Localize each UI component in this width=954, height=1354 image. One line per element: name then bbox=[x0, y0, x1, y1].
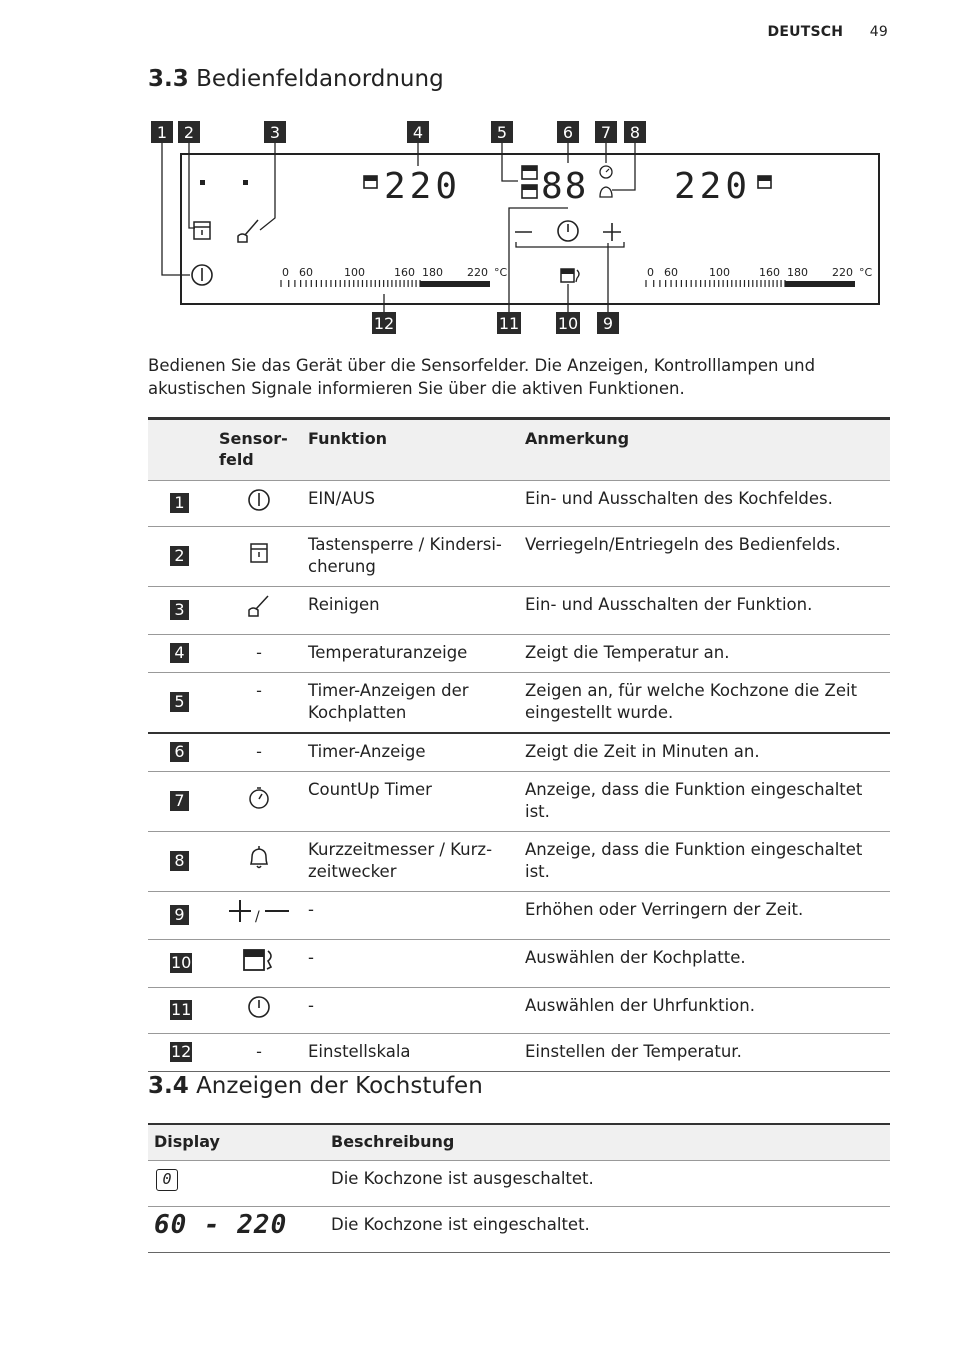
svg-text:0: 0 bbox=[282, 266, 289, 279]
row-number-badge: 5 bbox=[170, 692, 189, 712]
display-left-temp: 220 bbox=[384, 166, 462, 207]
table-row bbox=[148, 1161, 890, 1207]
svg-text:180: 180 bbox=[422, 266, 443, 279]
plus-minus-icon bbox=[227, 910, 291, 929]
row-number-cell bbox=[148, 772, 216, 832]
row-number-badge: 10 bbox=[171, 953, 192, 972]
callout-4 bbox=[407, 121, 429, 143]
function-cell: - bbox=[302, 988, 519, 1034]
display-cell bbox=[148, 1161, 325, 1207]
row-number-badge: 7 bbox=[170, 791, 189, 811]
sensor-cell bbox=[216, 635, 302, 673]
page-number: 49 bbox=[869, 24, 888, 40]
svg-text:1: 1 bbox=[156, 123, 168, 142]
sensor-function-table bbox=[148, 417, 890, 1072]
row-number-cell bbox=[148, 832, 216, 892]
display-right-temp: 220 bbox=[674, 166, 752, 207]
row-number-cell bbox=[148, 733, 216, 772]
clock-icon bbox=[247, 1004, 271, 1023]
section-heading: Bedienfeldanordnung bbox=[196, 66, 444, 92]
row-number-cell bbox=[148, 635, 216, 673]
row-number-badge: 8 bbox=[170, 851, 189, 871]
row-number-cell bbox=[148, 940, 216, 988]
row-number-badge: 6 bbox=[170, 742, 189, 762]
sensor-cell bbox=[216, 772, 302, 832]
header-display: Display bbox=[154, 1132, 220, 1151]
sensor-dash: - bbox=[256, 681, 262, 700]
function-cell: - bbox=[302, 892, 519, 940]
svg-text:/: / bbox=[255, 909, 260, 925]
row-number-cell bbox=[148, 673, 216, 734]
callout-1 bbox=[151, 121, 173, 143]
description-cell: Die Kochzone ist ausgeschaltet. bbox=[325, 1161, 890, 1207]
function-cell: CountUp Timer bbox=[302, 772, 519, 832]
note-cell: Ein- und Ausschalten der Funktion. bbox=[519, 587, 890, 635]
function-cell: EIN/AUS bbox=[302, 481, 519, 527]
function-cell: Timer-Anzeigen der Kochplatten bbox=[302, 673, 519, 734]
header-note: Anmerkung bbox=[525, 429, 630, 448]
power-icon bbox=[247, 497, 271, 516]
svg-text:160: 160 bbox=[759, 266, 780, 279]
section-number: 3.3 bbox=[148, 66, 189, 92]
lock-icon bbox=[248, 550, 270, 569]
table-row bbox=[148, 673, 890, 734]
sensor-cell bbox=[216, 527, 302, 587]
page-header bbox=[768, 24, 888, 40]
svg-text:5: 5 bbox=[496, 123, 508, 142]
row-number-badge: 2 bbox=[170, 546, 189, 566]
callout-9 bbox=[597, 312, 619, 334]
sensor-cell bbox=[216, 892, 302, 940]
display-off-icon: 0 bbox=[156, 1169, 178, 1191]
table-row bbox=[148, 527, 890, 587]
table-row bbox=[148, 772, 890, 832]
row-number-badge: 1 bbox=[170, 493, 189, 513]
table-row bbox=[148, 832, 890, 892]
description-cell: Die Kochzone ist eingeschaltet. bbox=[325, 1207, 890, 1253]
sensor-cell bbox=[216, 587, 302, 635]
brush-icon[interactable] bbox=[238, 220, 258, 242]
header-description: Beschreibung bbox=[331, 1132, 455, 1151]
table-row bbox=[148, 481, 890, 527]
table-row bbox=[148, 1034, 890, 1072]
row-number-badge: 4 bbox=[170, 643, 189, 663]
svg-text:180: 180 bbox=[787, 266, 808, 279]
callout-5 bbox=[491, 121, 513, 143]
row-number-badge: 11 bbox=[171, 1000, 192, 1019]
clock-icon[interactable] bbox=[558, 221, 578, 241]
svg-text:7: 7 bbox=[600, 123, 612, 142]
table-row bbox=[148, 988, 890, 1034]
power-icon[interactable] bbox=[192, 265, 212, 285]
note-cell: Auswählen der Kochplatte. bbox=[519, 940, 890, 988]
header-sensor: Sensor- feld bbox=[219, 429, 288, 469]
display-range-text: 60 - 220 bbox=[154, 1210, 288, 1240]
svg-text:°C: °C bbox=[494, 266, 508, 279]
section-number: 3.4 bbox=[148, 1073, 189, 1099]
note-cell: Verriegeln/Entriegeln des Bedienfelds. bbox=[519, 527, 890, 587]
svg-text:220: 220 bbox=[832, 266, 853, 279]
function-table-body bbox=[148, 481, 890, 1072]
svg-text:12: 12 bbox=[373, 314, 395, 333]
table-header-row bbox=[148, 1124, 890, 1161]
callout-7 bbox=[595, 121, 617, 143]
row-number-cell bbox=[148, 988, 216, 1034]
sensor-cell bbox=[216, 733, 302, 772]
table-header-row bbox=[148, 419, 890, 481]
display-table bbox=[148, 1123, 890, 1253]
row-number-cell bbox=[148, 1034, 216, 1072]
function-cell: Timer-Anzeige bbox=[302, 733, 519, 772]
note-cell: Erhöhen oder Verringern der Zeit. bbox=[519, 892, 890, 940]
svg-text:100: 100 bbox=[344, 266, 365, 279]
function-cell: Temperaturanzeige bbox=[302, 635, 519, 673]
callout-3 bbox=[264, 121, 286, 143]
svg-text:60: 60 bbox=[299, 266, 313, 279]
sensor-dash: - bbox=[256, 1042, 262, 1061]
countup-icon bbox=[247, 796, 271, 815]
sensor-cell bbox=[216, 481, 302, 527]
sensor-cell bbox=[216, 673, 302, 734]
svg-text:100: 100 bbox=[709, 266, 730, 279]
temperature-scale-right[interactable] bbox=[646, 266, 873, 287]
zone-select-icon bbox=[241, 958, 277, 977]
section-title-kochstufen bbox=[148, 1073, 483, 1099]
note-cell: Einstellen der Temperatur. bbox=[519, 1034, 890, 1072]
display-cell bbox=[148, 1207, 325, 1253]
callout-12 bbox=[372, 312, 396, 334]
svg-text:10: 10 bbox=[557, 314, 579, 333]
lock-icon[interactable] bbox=[194, 222, 210, 239]
note-cell: Anzeige, dass die Funktion eingeschaltet ist. bbox=[519, 832, 890, 892]
svg-text:4: 4 bbox=[412, 123, 424, 142]
table-row bbox=[148, 733, 890, 772]
note-cell: Anzeige, dass die Funktion eingeschaltet ist. bbox=[519, 772, 890, 832]
row-number-badge: 3 bbox=[170, 600, 189, 620]
note-cell: Auswählen der Uhrfunktion. bbox=[519, 988, 890, 1034]
row-number-badge: 9 bbox=[170, 905, 189, 925]
note-cell: Ein- und Ausschalten des Kochfeldes. bbox=[519, 481, 890, 527]
svg-text:8: 8 bbox=[629, 123, 641, 142]
table-row bbox=[148, 1207, 890, 1253]
function-cell: - bbox=[302, 940, 519, 988]
svg-text:60: 60 bbox=[664, 266, 678, 279]
note-cell: Zeigen an, für welche Kochzone die Zeit eingestellt wurde. bbox=[519, 673, 890, 734]
panel-frame bbox=[181, 154, 879, 304]
row-number-cell bbox=[148, 481, 216, 527]
sensor-dash: - bbox=[256, 742, 262, 761]
table-row bbox=[148, 587, 890, 635]
bell-icon bbox=[247, 856, 271, 875]
zone-select-icon[interactable] bbox=[561, 269, 579, 282]
language-label: DEUTSCH bbox=[767, 24, 844, 40]
display-timer: 88 bbox=[541, 166, 589, 207]
table-row bbox=[148, 892, 890, 940]
intro-paragraph: Bedienen Sie das Gerät über die Sensorfelder. Die Anzeigen, Kontrolllampen und akustischen Signale informieren Sie über die aktiven Funktionen. bbox=[148, 356, 816, 398]
sensor-cell bbox=[216, 988, 302, 1034]
svg-text:6: 6 bbox=[562, 123, 574, 142]
sensor-dash: - bbox=[256, 643, 262, 662]
callout-10 bbox=[556, 312, 580, 334]
svg-text:9: 9 bbox=[602, 314, 614, 333]
note-cell: Zeigt die Temperatur an. bbox=[519, 635, 890, 673]
note-cell: Zeigt die Zeit in Minuten an. bbox=[519, 733, 890, 772]
sensor-cell bbox=[216, 1034, 302, 1072]
row-number-cell bbox=[148, 527, 216, 587]
row-number-cell bbox=[148, 587, 216, 635]
svg-text:0: 0 bbox=[647, 266, 654, 279]
svg-text:160: 160 bbox=[394, 266, 415, 279]
row-number-cell bbox=[148, 892, 216, 940]
svg-text:3: 3 bbox=[269, 123, 281, 142]
section-title-bedienfeld bbox=[148, 66, 444, 92]
svg-text:11: 11 bbox=[498, 314, 520, 333]
svg-text:°C: °C bbox=[859, 266, 873, 279]
function-cell: Kurzzeitmesser / Kurz- zeitwecker bbox=[302, 832, 519, 892]
function-cell: Reinigen bbox=[302, 587, 519, 635]
table-row bbox=[148, 635, 890, 673]
function-cell: Tastensperre / Kindersi- cherung bbox=[302, 527, 519, 587]
callout-11 bbox=[497, 312, 521, 334]
section-heading: Anzeigen der Kochstufen bbox=[196, 1073, 483, 1099]
function-cell: Einstellskala bbox=[302, 1034, 519, 1072]
header-function: Funktion bbox=[308, 429, 388, 448]
row-number-badge: 12 bbox=[171, 1042, 192, 1061]
control-panel-diagram bbox=[148, 118, 890, 340]
callout-6 bbox=[557, 121, 579, 143]
plus-icon[interactable] bbox=[603, 223, 621, 241]
svg-text:2: 2 bbox=[183, 123, 195, 142]
sensor-cell bbox=[216, 832, 302, 892]
svg-text:220: 220 bbox=[467, 266, 488, 279]
temperature-scale-left[interactable] bbox=[281, 266, 508, 287]
callout-2 bbox=[178, 121, 200, 143]
callout-8 bbox=[624, 121, 646, 143]
table-row bbox=[148, 940, 890, 988]
brush-icon bbox=[246, 605, 272, 624]
sensor-cell bbox=[216, 940, 302, 988]
